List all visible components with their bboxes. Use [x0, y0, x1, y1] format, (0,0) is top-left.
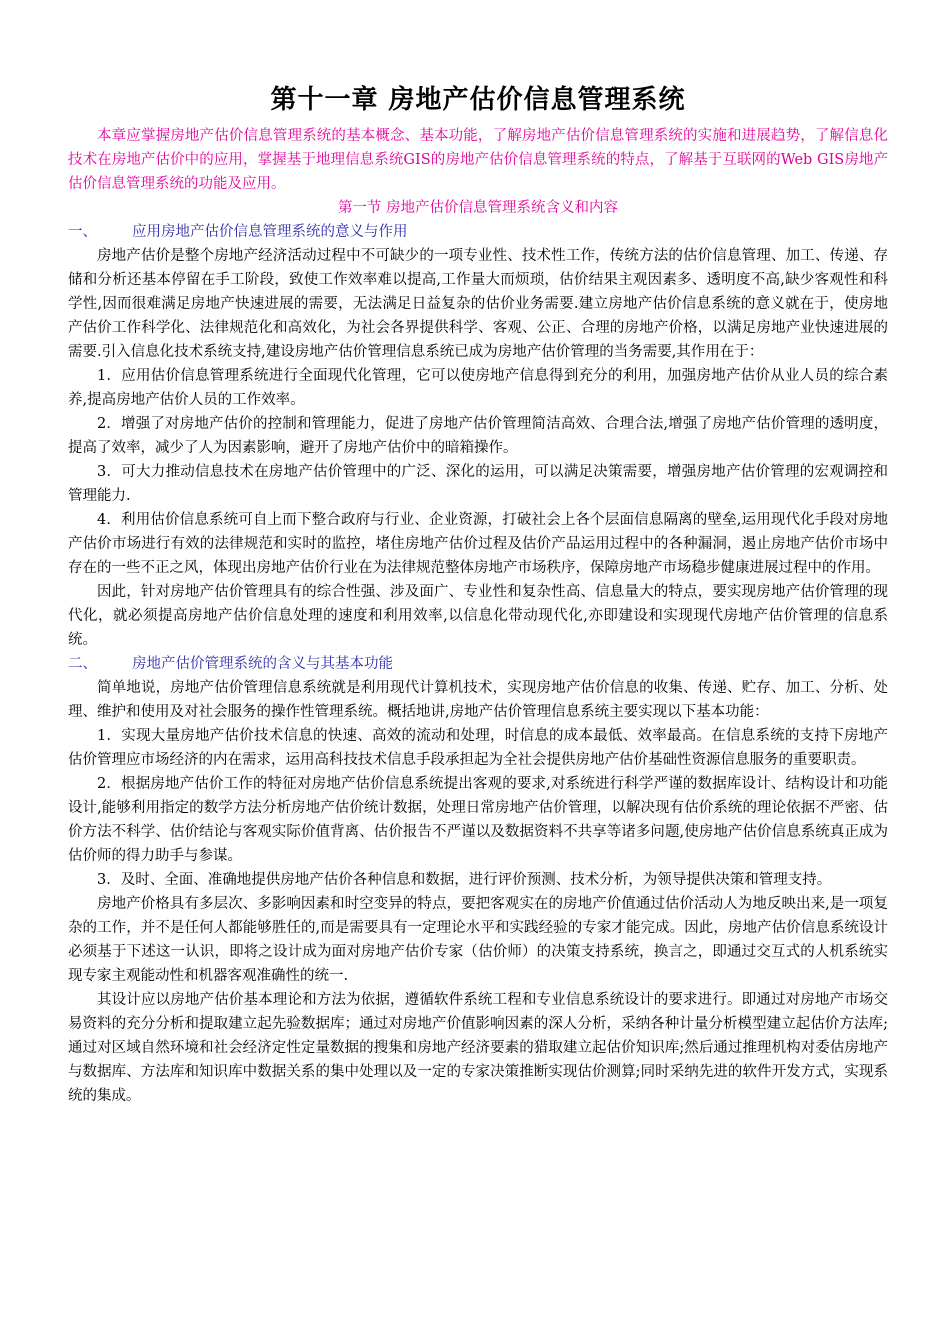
heading-text: 应用房地产估价信息管理系统的意义与作用 [132, 224, 408, 240]
paragraph: 3．及时、全面、准确地提供房地产估价各种信息和数据，进行评价预测、技术分析，为领导提供决策和管理支持。 [97, 872, 832, 888]
heading-text: 房地产估价管理系统的含义与其基本功能 [132, 656, 393, 672]
paragraph: 房地产价格具有多层次、多影响因素和时空变异的特点，要把客观实在的房地产价值通过估价活动人为地反映出来,是一项复杂的工作，并不是任何人都能够胜任的,而是需要具有一定理论水平和实践经验的专家才能完成。因此，房地产估价信息系统设计必须基于下述这一认识，即将之设计成为面对房地产估价专家（估价师）的决策支持系统，换言之，即通过交互式的人机系统实现专家主观能动性和机器客观准确性的统一. [68, 896, 888, 984]
subsection-heading-2 [68, 652, 888, 676]
section-title: 第一节 房地产估价信息管理系统含义和内容 [337, 200, 619, 216]
chapter-intro: 本章应掌握房地产估价信息管理系统的基本概念、基本功能，了解房地产估价信息管理系统的实施和进展趋势，了解信息化技术在房地产估价中的应用，掌握基于地理信息系统GIS的房地产估价信息管理系统的特点，了解基于互联网的Web GIS房地产估价信息管理系统的功能及应用。 [68, 128, 888, 192]
paragraph: 2．根据房地产估价工作的特征对房地产估价信息系统提出客观的要求,对系统进行科学严谨的数据库设计、结构设计和功能设计,能够利用指定的数学方法分析房地产估价统计数据，处理日常房地产估价管理，以解决现有估价系统的理论依据不严密、估价方法不科学、估价结论与客观实际价值背离、估价报告不严谨以及数据资料不共享等诸多问题,使房地产估价信息系统真正成为估价师的得力助手与参谋。 [68, 776, 888, 864]
paragraph: 简单地说，房地产估价管理信息系统就是利用现代计算机技术，实现房地产估价信息的收集、传递、贮存、加工、分析、处理、维护和使用及对社会服务的操作性管理系统。概括地讲,房地产估价管理信息系统主要实现以下基本功能： [68, 680, 888, 720]
paragraph: 其设计应以房地产估价基本理论和方法为依据，遵循软件系统工程和专业信息系统设计的要求进行。即通过对房地产市场交易资料的充分分析和提取建立起先验数据库；通过对房地产价值影响因素的深人分析，采纳各种计量分析模型建立起估价方法库;通过对区域自然环境和社会经济定性定量数据的搜集和房地产经济要素的猎取建立起估价知识库;然后通过推理机构对委估房地产与数据库、方法库和知识库中数据关系的集中处理以及一定的专家决策推断实现估价测算;同时采纳先进的软件开发方式，实现系统的集成。 [68, 992, 888, 1104]
paragraph: 因此，针对房地产估价管理具有的综合性强、涉及面广、专业性和复杂性高、信息量大的特点，要实现房地产估价管理的现代化，就必须提高房地产估价信息处理的速度和利用效率,以信息化带动现代化,亦即建设和实现现代房地产估价管理的信息系统。 [68, 584, 888, 648]
paragraph: 4．利用估价信息系统可自上而下整合政府与行业、企业资源，打破社会上各个层面信息隔离的壁垒,运用现代化手段对房地产估价市场进行有效的法律规范和实时的监控，堵住房地产估价过程及估价产品运用过程中的各种漏洞，遏止房地产估价市场中存在的一些不正之风，体现出房地产估价行业在为法律规范整体房地产市场秩序，保障房地产市场稳步健康进展过程中的作用。 [68, 512, 888, 576]
paragraph: 1．应用估价信息管理系统进行全面现代化管理，它可以使房地产信息得到充分的利用，加强房地产估价从业人员的综合素养,提高房地产估价人员的工作效率。 [68, 368, 888, 408]
subsection-heading-1 [68, 220, 888, 244]
paragraph: 房地产估价是整个房地产经济活动过程中不可缺少的一项专业性、技术性工作，传统方法的估价信息管理、加工、传递、存储和分析还基本停留在手工阶段，致使工作效率难以提高,工作量大而烦琐，估价结果主观因素多、透明度不高,缺少客观性和科学性,因而很难满足房地产快速进展的需要，无法满足日益复杂的估价业务需要.建立房地产估价信息系统的意义就在于，使房地产估价工作科学化、法律规范化和高效化，为社会各界提供科学、客观、公正、合理的房地产价格，以满足房地产业快速进展的需要.引入信息化技术系统支持,建设房地产估价管理信息系统已成为房地产估价管理的当务需要,其作用在于： [68, 248, 888, 360]
paragraph: 2．增强了对房地产估价的控制和管理能力，促进了房地产估价管理简洁高效、合理合法,增强了房地产估价管理的透明度，提高了效率，减少了人为因素影响，避开了房地产估价中的暗箱操作。 [68, 416, 888, 456]
chapter-title: 第十一章 房地产估价信息管理系统 [270, 85, 686, 115]
heading-number: 一、 [68, 224, 97, 240]
heading-number: 二、 [68, 656, 97, 672]
paragraph: 1．实现大量房地产估价技术信息的快速、高效的流动和处理，时信息的成本最低、效率最高。在信息系统的支持下房地产估价管理应市场经济的内在需求，运用高科技技术信息手段承担起为全社会提供房地产估价基础性资源信息服务的重要职责。 [68, 728, 888, 768]
document-page [68, 78, 888, 1108]
paragraph: 3．可大力推动信息技术在房地产估价管理中的广泛、深化的运用，可以满足决策需要，增强房地产估价管理的宏观调控和管理能力. [68, 464, 888, 504]
